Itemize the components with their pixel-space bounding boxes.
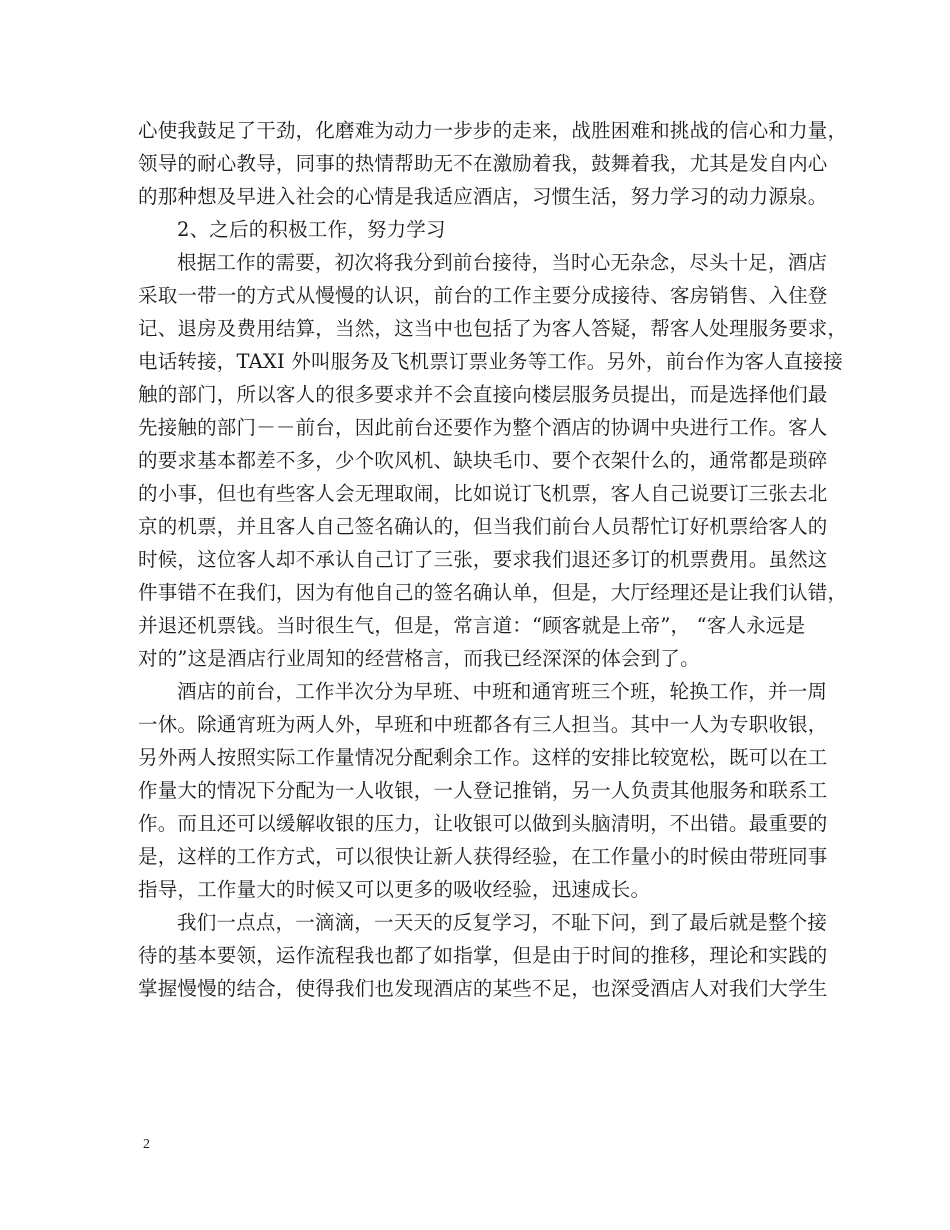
paragraph-shifts bbox=[138, 675, 828, 906]
paragraph-continuation bbox=[138, 114, 848, 213]
text-line: 根据工作的需要，初次将我分到前台接待，当时心无杂念，尽头十足，酒店 bbox=[177, 251, 828, 274]
paragraph-front-desk bbox=[138, 246, 848, 675]
text-line: 领导的耐心教导，同事的热情帮助无不在激励着我，鼓舞着我，尤其是发自内心 bbox=[138, 152, 828, 175]
text-line: 的小事，但也有些客人会无理取闹，比如说订飞机票，客人自己说要订三张去北 bbox=[138, 482, 828, 505]
text-line: 先接触的部门－－前台，因此前台还要作为整个酒店的协调中央进行工作。客人 bbox=[138, 416, 828, 439]
text-line: 件事错不在我们，因为有他自己的签名确认单，但是，大厅经理还是让我们认错， bbox=[138, 581, 848, 604]
text-line: 的那种想及早进入社会的心情是我适应酒店，习惯生活，努力学习的动力源泉。 bbox=[138, 185, 828, 208]
text-line: 电话转接，TAXI 外叫服务及飞机票订票业务等工作。另外，前台作为客人直接接 bbox=[138, 350, 843, 373]
text-line: 待的基本要领，运作流程我也都了如指掌，但是由于时间的推移，理论和实践的 bbox=[138, 944, 828, 967]
text-line: 作量大的情况下分配为一人收银，一人登记推销，另一人负责其他服务和联系工 bbox=[138, 779, 828, 802]
text-line: 作。而且还可以缓解收银的压力，让收银可以做到头脑清明，不出错。最重要的 bbox=[138, 812, 828, 835]
paragraph-learning bbox=[138, 906, 828, 1005]
text-line: 心使我鼓足了干劲，化磨难为动力一步步的走来，战胜困难和挑战的信心和力量， bbox=[138, 119, 848, 142]
page-number: 2 bbox=[143, 1137, 150, 1152]
section-heading bbox=[138, 213, 814, 246]
text-line: 是，这样的工作方式，可以很快让新人获得经验，在工作量小的时候由带班同事 bbox=[138, 845, 828, 868]
body-text bbox=[138, 114, 848, 1005]
text-line: 时候，这位客人却不承认自己订了三张，要求我们退还多订的机票费用。虽然这 bbox=[138, 548, 828, 571]
text-line: 触的部门，所以客人的很多要求并不会直接向楼层服务员提出，而是选择他们最 bbox=[138, 383, 828, 406]
heading-line: 2、之后的积极工作，努力学习 bbox=[177, 218, 446, 241]
text-line: 并退还机票钱。当时很生气，但是，常言道：“顾客就是上帝”， “客人永远是 bbox=[138, 614, 806, 637]
text-line: 掌握慢慢的结合，使得我们也发现酒店的某些不足，也深受酒店人对我们大学生 bbox=[138, 977, 828, 1000]
text-line: 一休。除通宵班为两人外，早班和中班都各有三人担当。其中一人为专职收银， bbox=[138, 713, 828, 736]
text-line: 的要求基本都差不多，少个吹风机、缺块毛巾、要个衣架什么的，通常都是琐碎 bbox=[138, 449, 828, 472]
text-line: 酒店的前台，工作半次分为早班、中班和通宵班三个班，轮换工作，并一周 bbox=[177, 680, 828, 703]
text-line: 记、退房及费用结算，当然，这当中也包括了为客人答疑，帮客人处理服务要求， bbox=[138, 317, 848, 340]
text-line: 对的”这是酒店行业周知的经营格言，而我已经深深的体会到了。 bbox=[138, 647, 700, 670]
text-line: 我们一点点，一滴滴，一天天的反复学习，不耻下问，到了最后就是整个接 bbox=[177, 911, 828, 934]
text-line: 采取一带一的方式从慢慢的认识，前台的工作主要分成接待、客房销售、入住登 bbox=[138, 284, 828, 307]
text-line: 京的机票，并且客人自己签名确认的，但当我们前台人员帮忙订好机票给客人的 bbox=[138, 515, 828, 538]
text-line: 指导，工作量大的时候又可以更多的吸收经验，迅速成长。 bbox=[138, 878, 651, 901]
text-line: 另外两人按照实际工作量情况分配剩余工作。这样的安排比较宽松，既可以在工 bbox=[138, 746, 828, 769]
